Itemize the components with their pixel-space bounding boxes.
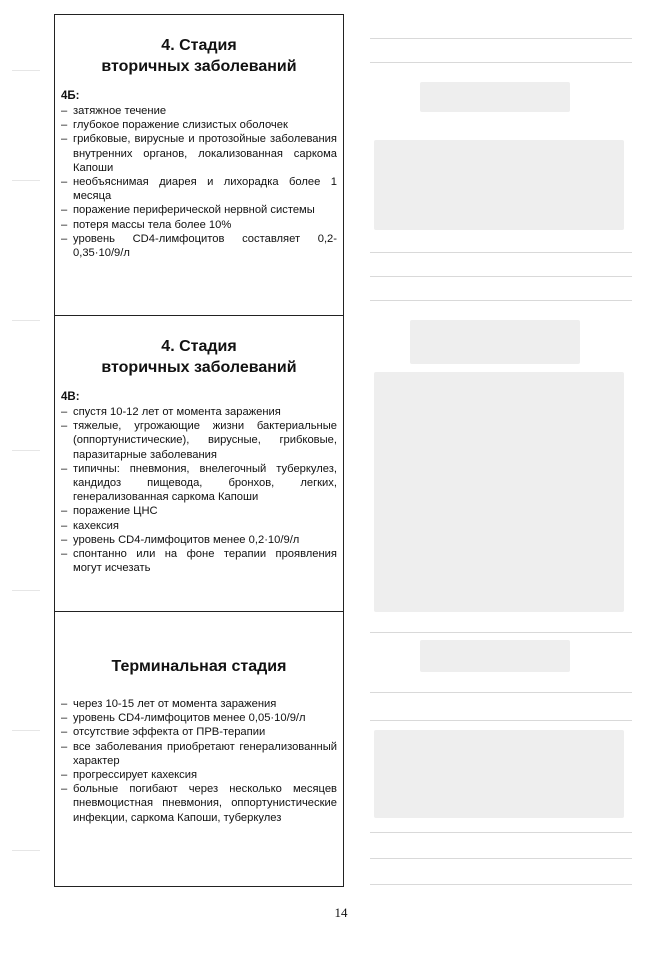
stage-4v-section <box>55 315 343 611</box>
page-number: 14 <box>334 905 348 920</box>
list-item: – тяжелые, угрожающие жизни бактериальные (оппортунистические), вирусные, грибковые, паразитарные заболевания <box>61 419 337 462</box>
list-item: – грибковые, вирусные и протозойные заболевания внутренних органов, локализованная саркома Капоши <box>61 132 337 175</box>
list-item: – потеря массы тела более 10% <box>61 218 337 232</box>
list-item: – кахексия <box>61 519 337 533</box>
list-item: – больные погибают через несколько месяцев пневмоцистная пневмония, оппортунистические инфекции, саркома Капоши, туберкулез <box>61 782 337 825</box>
list-item: – затяжное течение <box>61 104 337 118</box>
list-item: – отсутствие эффекта от ПРВ-терапии <box>61 725 337 739</box>
title-line-1: 4. Стадия <box>161 37 237 54</box>
symptom-list <box>61 697 337 825</box>
list-item: – типичны: пневмония, внелегочный туберкулез, кандидоз пищевода, бронхов, легких, генерализованная саркома Капоши <box>61 462 337 505</box>
terminal-stage-section <box>55 611 343 888</box>
stage-4b-section <box>55 15 343 315</box>
symptom-list <box>61 104 337 260</box>
list-item: – спустя 10-12 лет от момента заражения <box>61 405 337 419</box>
section-title <box>61 35 337 77</box>
list-item: – глубокое поражение слизистых оболочек <box>61 118 337 132</box>
title-line-2: вторичных заболеваний <box>101 58 297 75</box>
list-item: – необъяснимая диарея и лихорадка более 1 месяца <box>61 175 337 203</box>
list-item: – прогрессирует кахексия <box>61 768 337 782</box>
left-page-bleed <box>12 30 42 900</box>
stage-label: 4В: <box>61 391 80 403</box>
title-line-2: вторичных заболеваний <box>101 359 297 376</box>
list-item: – все заболевания приобретают генерализованный характер <box>61 740 337 768</box>
list-item: – спонтанно или на фоне терапии проявления могут исчезать <box>61 547 337 575</box>
symptom-list <box>61 405 337 575</box>
list-item: – уровень CD4-лимфоцитов менее 0,2·10/9/л <box>61 533 337 547</box>
section-title <box>61 336 337 378</box>
title-line-1: 4. Стадия <box>161 338 237 355</box>
list-item: – уровень CD4-лимфоцитов менее 0,05·10/9/л <box>61 711 337 725</box>
stage-label: 4Б: <box>61 90 80 102</box>
list-item: – поражение ЦНС <box>61 504 337 518</box>
list-item: – через 10-15 лет от момента заражения <box>61 697 337 711</box>
stages-card <box>54 14 344 887</box>
section-title: Терминальная стадия <box>111 658 287 675</box>
reverse-page-bleed <box>360 20 650 900</box>
list-item: – поражение периферической нервной системы <box>61 203 337 217</box>
list-item: – уровень CD4-лимфоцитов составляет 0,2-0,35·10/9/л <box>61 232 337 260</box>
